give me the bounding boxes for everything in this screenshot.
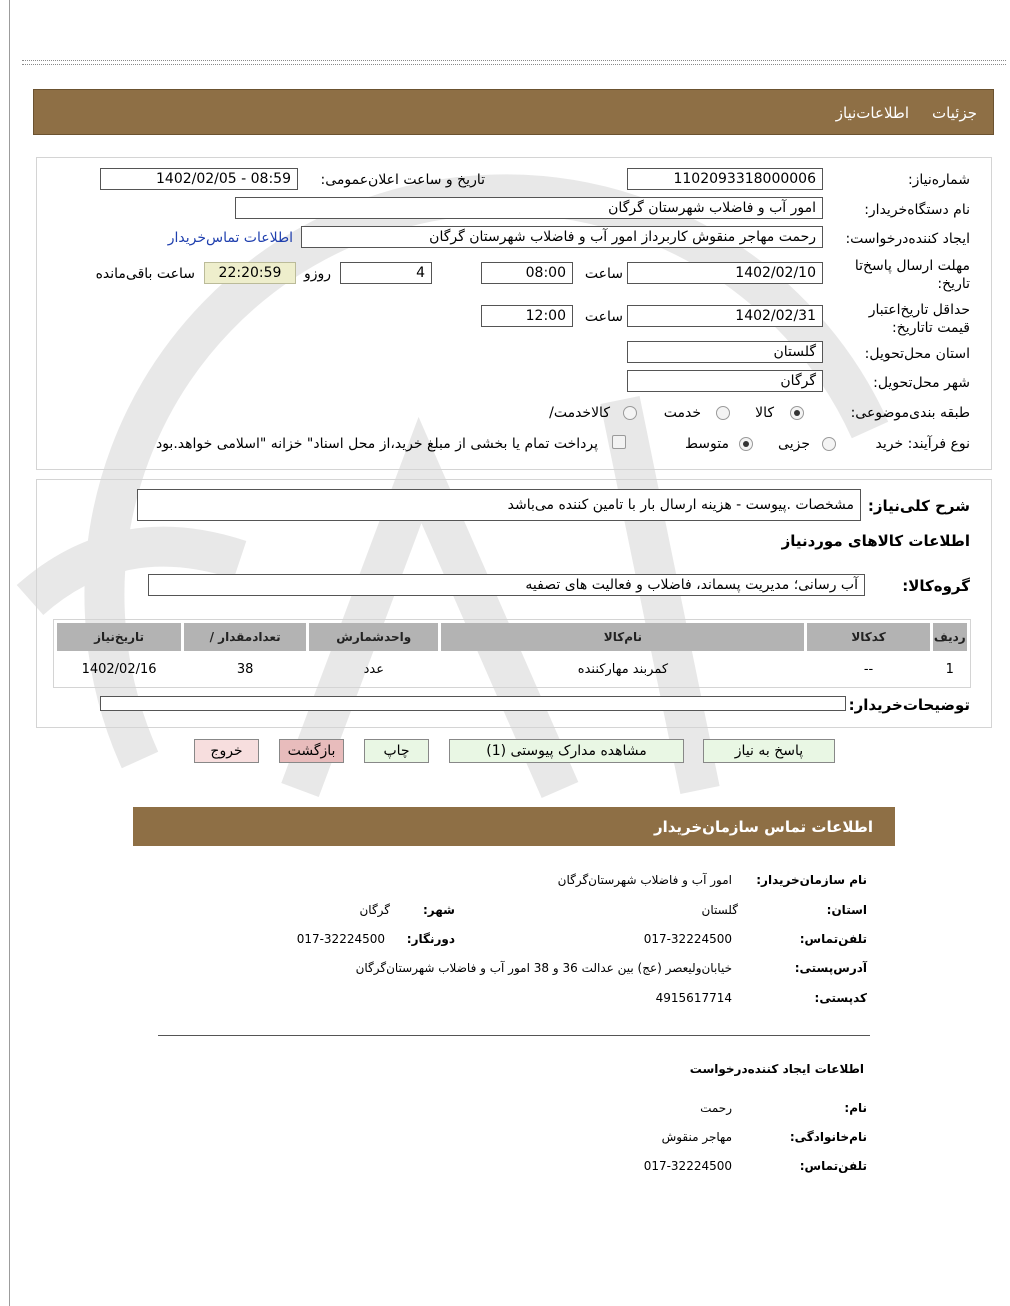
creator-field: رحمت مهاجر منقوش کاربرداز امور آب و فاضلاب شهرستان گرگان (301, 226, 823, 248)
col-row: ردیف (933, 623, 967, 651)
creator-family-value: مهاجر منقوش (661, 1130, 732, 1144)
process-label: نوع فرآیند: خرید (875, 436, 970, 452)
contact-address-label: آدرس‌پستی: (794, 961, 867, 975)
dotted-divider (22, 64, 1006, 65)
goods-group-label: گروه‌کالا: (902, 577, 970, 595)
need-number-label: شماره‌نیاز: (907, 172, 970, 188)
creator-family-label: نام‌خانوادگی: (789, 1130, 867, 1144)
contact-org-label: نام سازمان‌خریدار: (756, 873, 867, 887)
creator-phone-value: 017-32224500 (643, 1159, 732, 1173)
back-button[interactable]: بازگشت (279, 739, 344, 763)
category-service-radio[interactable] (716, 406, 730, 420)
col-name: نام‌کالا (441, 623, 804, 651)
contact-postal-label: کدپستی: (814, 991, 867, 1005)
description-label: شرح کلی‌نیاز: (867, 497, 970, 515)
print-button[interactable]: چاپ (364, 739, 429, 763)
dotted-divider (22, 60, 1006, 61)
goods-section-title: اطلاعات کالاهای موردنیاز (781, 532, 970, 550)
creator-phone-label: تلفن‌تماس: (799, 1159, 867, 1173)
view-attachments-button[interactable]: مشاهده مدارک پیوستی (1) (449, 739, 684, 763)
creator-info-title: اطلاعات ایجاد کننده‌درخواست (689, 1062, 864, 1076)
contact-phone-value: 017-32224500 (643, 932, 732, 946)
process-minor-label: جزیی (778, 436, 810, 452)
contact-province-value: گلستان (701, 903, 738, 917)
validity-time-field: 12:00 (481, 305, 573, 327)
category-label: طبقه بندی‌موضوعی: (850, 405, 970, 421)
contact-phone-label: تلفن‌تماس: (799, 932, 867, 946)
contact-address-value: خیابان‌ولیعصر (عج) بین عدالت 36 و 38 امور آب و فاضلاب شهرستان‌گرگان (355, 961, 732, 975)
category-goods-radio[interactable] (790, 406, 804, 420)
contact-province-label: استان: (826, 903, 867, 917)
tab-need-info[interactable]: اطلاعات‌نیاز (835, 104, 909, 122)
contact-city-label: شهر: (423, 903, 455, 917)
city-field: گرگان (627, 370, 823, 392)
buyer-notes-field (100, 696, 846, 711)
col-unit: واحدشمارش (309, 623, 438, 651)
validity-time-label: ساعت (584, 309, 623, 325)
goods-table (53, 619, 971, 688)
process-medium-label: متوسط (685, 436, 729, 452)
deadline-label: مهلت ارسال پاسخ‌تا تاریخ: (854, 258, 970, 292)
contact-divider (158, 1035, 870, 1036)
creator-name-value: رحمت (700, 1101, 732, 1115)
buyer-org-label: نام دستگاه‌خریدار: (864, 202, 970, 218)
announce-datetime-field: 1402/02/05 - 08:59 (100, 168, 298, 190)
treasury-payment-checkbox[interactable] (612, 435, 626, 449)
category-goods-label: کالا (755, 405, 774, 421)
cell-code: -- (863, 661, 874, 677)
contact-fax-label: دورنگار: (406, 932, 455, 946)
creator-name-label: نام: (844, 1101, 867, 1115)
deadline-date-field: 1402/02/10 (627, 262, 823, 284)
validity-date-field: 1402/02/31 (627, 305, 823, 327)
remaining-timer: 22:20:59 (204, 262, 296, 284)
tab-bar (33, 89, 994, 135)
contact-org-value: امور آب و فاضلاب شهرستان‌گرگان (557, 873, 732, 887)
cell-unit: عدد (363, 661, 384, 677)
category-goods-service-label: کالا‌خدمت/ (549, 405, 610, 421)
process-minor-radio[interactable] (822, 437, 836, 451)
cell-row: 1 (945, 661, 954, 677)
description-field: مشخصات .پیوست - هزینه ارسال بار با تامین کننده می‌باشد (137, 489, 861, 521)
buyer-notes-label: توضیحات‌خریدار: (848, 696, 970, 714)
creator-label: ایجاد کننده‌درخواست: (845, 231, 970, 247)
exit-button[interactable]: خروج (194, 739, 259, 763)
treasury-payment-note: پرداخت تمام یا بخشی از مبلغ خرید،از محل اسناد" خزانه "اسلامی خواهد.بود (155, 436, 598, 452)
deadline-time-field: 08:00 (481, 262, 573, 284)
goods-table-header (57, 623, 967, 651)
page-left-border (9, 0, 10, 1306)
need-number-field: 1102093318000006 (627, 168, 823, 190)
process-medium-radio[interactable] (739, 437, 753, 451)
col-quantity: تعداد‌مقدار / (184, 623, 306, 651)
reply-button[interactable]: پاسخ به نیاز (703, 739, 835, 763)
contact-fax-value: 017-32224500 (296, 932, 385, 946)
remaining-label: ساعت باقی‌مانده (95, 266, 195, 282)
cell-need-date: 1402/02/16 (81, 661, 157, 677)
contact-section-title: اطلاعات تماس سازمان‌خریدار (653, 818, 873, 836)
col-need-date: تاریخ‌نیاز (57, 623, 181, 651)
province-label: استان محل‌تحویل: (864, 346, 970, 362)
contact-postal-value: 4915617714 (655, 991, 732, 1005)
days-field: 4 (340, 262, 432, 284)
cell-name: کمربند مهارکننده (577, 661, 669, 677)
goods-group-field: آب رسانی؛ مدیریت پسماند، فاضلاب و فعالیت های تصفیه (148, 574, 865, 596)
tab-details[interactable]: جزئیات (932, 104, 977, 122)
contact-city-value: گرگان (359, 903, 390, 917)
province-field: گلستان (627, 341, 823, 363)
table-row (57, 654, 967, 684)
category-service-label: خدمت (663, 405, 701, 421)
deadline-time-label: ساعت (584, 266, 623, 282)
city-label: شهر محل‌تحویل: (873, 375, 970, 391)
col-code: کدکالا (807, 623, 929, 651)
announce-label: تاریخ و ساعت اعلان‌عمومی: (320, 172, 485, 188)
cell-quantity: 38 (236, 661, 254, 677)
category-goods-service-radio[interactable] (623, 406, 637, 420)
buyer-contact-link[interactable]: اطلاعات تماس‌خریدار (167, 230, 293, 246)
days-label: روزو (303, 266, 331, 282)
buyer-org-field: امور آب و فاضلاب شهرستان گرگان (235, 197, 823, 219)
validity-label: حداقل تاریخ‌اعتبار قیمت تا‌تاریخ: (868, 302, 970, 336)
contact-section-header (133, 807, 895, 846)
